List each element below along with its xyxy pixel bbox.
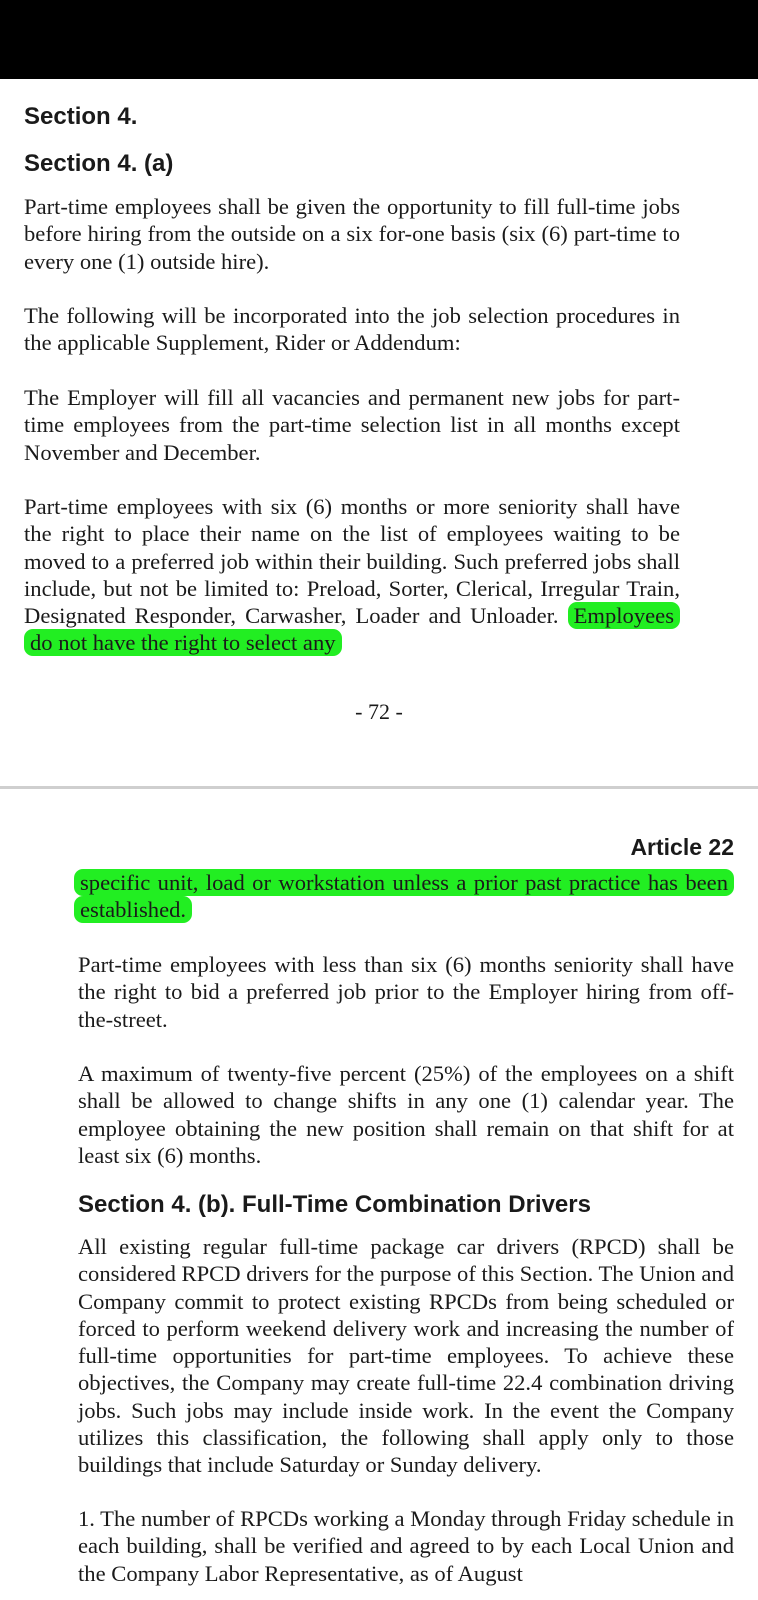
paragraph-less-than-six-months: Part-time employees with less than six (6) months seniority shall have the right to bid a preferred job prior to the Employer hiring from off-the-street. <box>78 952 734 1032</box>
highlighted-text: specific unit, load or workstation unless a prior past practice has been established. <box>74 869 734 923</box>
page-number: - 72 - <box>355 699 403 724</box>
section-4a-heading: Section 4. (a) <box>24 150 174 177</box>
paragraph-combination-drivers: All existing regular full-time package car drivers (RPCD) shall be considered RPCD drivers for the purpose of this Section. The Union and Company commit to protect existing RPCDs from being scheduled or forced to perform weekend delivery work and increasing the number of full-time opportunities for part-time employees. To achieve these objectives, the Company may create full-time 22.4 combination driving jobs. Such jobs may include inside work. In the event the Company utilizes this classification, the following shall apply only to those buildings that include Saturday or Sunday delivery. <box>78 1234 734 1478</box>
paragraph-fill-full-time: Part-time employees shall be given the opportunity to fill full-time jobs before hiring from the outside on a six for-one basis (six (6) part-time to every one (1) outside hire). <box>24 194 680 274</box>
section-4-heading: Section 4. <box>24 103 138 130</box>
preferred-jobs-text: Part-time employees with six (6) months or more seniority shall have the right to place their name on the list of employees waiting to be moved to a preferred job within their building. Such preferred jobs shall include, but not be limited to: Preload, Sorter, Clerical, Irregular Train, Designated Responder, Carwasher, Loader and Unloader. <box>24 494 680 629</box>
paragraph-job-selection: The following will be incorporated into the job selection procedures in the applicable Supplement, Rider or Addendum: <box>24 303 680 356</box>
section-4b-heading: Section 4. (b). Full-Time Combination Drivers <box>78 1191 591 1218</box>
running-header-article: Article 22 <box>630 834 734 860</box>
top-black-bar <box>0 0 758 79</box>
paragraph-shift-change: A maximum of twenty-five percent (25%) of the employees on a shift shall be allowed to change shifts in any one (1) calendar year. The employee obtaining the new position shall remain on that shift for at least six (6) months. <box>78 1061 734 1168</box>
page-73 <box>0 789 758 1600</box>
paragraph-highlight-continuation <box>74 869 734 924</box>
paragraph-rpcd-number: 1. The number of RPCDs working a Monday through Friday schedule in each building, shall be verified and agreed to by each Local Union and the Company Labor Representative, as of August <box>78 1506 734 1586</box>
paragraph-vacancies: The Employer will fill all vacancies and permanent new jobs for part-time employees from the part-time selection list in all months except November and December. <box>24 385 680 465</box>
highlighted-text: Employees do not have the right to select any <box>24 602 680 656</box>
paragraph-preferred-jobs <box>24 493 680 657</box>
page-72 <box>0 79 758 785</box>
